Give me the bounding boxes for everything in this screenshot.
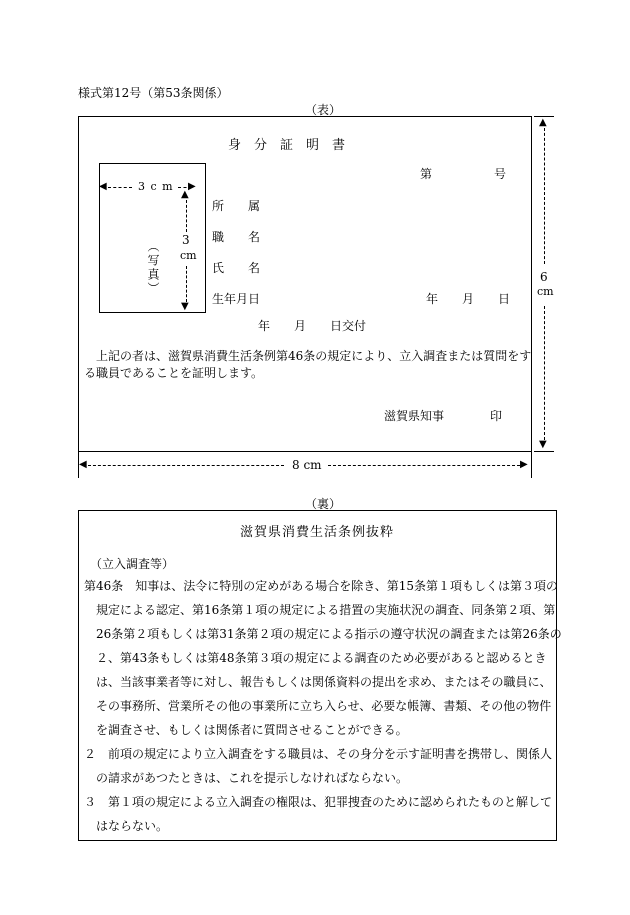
birth-day: 日: [498, 292, 511, 306]
width-dim-line-right: [328, 465, 520, 466]
issue-date: 年 月 日交付: [258, 319, 367, 333]
photo-height-unit: cm: [180, 249, 197, 262]
height-dim-line-bottom: [544, 306, 545, 440]
birth-year: 年: [426, 292, 439, 306]
front-side-label: （表）: [305, 103, 342, 117]
arrow-right-icon: ▶: [520, 459, 528, 470]
back-title: 滋賀県消費生活条例抜粋: [240, 525, 395, 540]
back-line: 26条第２項もしくは第31条第２項の規定による指示の遵守状況の調査または第26条の: [96, 627, 562, 641]
back-line: はならない。: [96, 819, 169, 833]
photo-height-line-top: [186, 200, 187, 232]
height-dim-unit: cm: [537, 285, 554, 298]
photo-label: （写真）: [146, 240, 160, 296]
height-dim-num: 6: [540, 270, 548, 284]
back-line: ２、第43条もしくは第48条第３項の規定による調査のため必要があると認めるとき: [96, 651, 547, 665]
number-prefix: 第: [420, 167, 433, 181]
arrow-up-icon: ▲: [181, 189, 189, 200]
back-line: 規定による認定、第16条第１項の規定による措置の実施状況の調査、同条第２項、第: [96, 603, 556, 617]
back-line: 第46条 知事は、法令に特別の定めがある場合を除き、第15条第１項もしくは第３項の: [84, 579, 559, 593]
back-heading: （立入調査等）: [90, 557, 175, 571]
field-position: 職 名: [212, 230, 261, 244]
back-side-label: （裏）: [305, 497, 342, 511]
arrow-right-icon: ▶: [188, 181, 196, 192]
arrow-up-icon: ▲: [539, 117, 547, 128]
statement-line-2: る職員であることを証明します。: [84, 366, 264, 380]
photo-width-line-left: [108, 187, 132, 188]
photo-width-label: 3 c m: [138, 180, 174, 193]
seal-mark: 印: [490, 409, 503, 423]
issuer: 滋賀県知事: [384, 409, 445, 423]
arrow-down-icon: ▼: [539, 439, 547, 450]
dim-tick-bottom: [534, 451, 554, 452]
front-title: 身 分 証 明 書: [228, 138, 346, 153]
width-dim-label: 8 cm: [292, 458, 322, 472]
back-line: は、当該事業者等に対し、報告もしくは関係資料の提出を求め、またはその職員に、: [96, 675, 552, 689]
field-affiliation: 所 属: [212, 199, 261, 213]
photo-height-num: 3: [182, 233, 190, 247]
dim-tick-right: [531, 452, 532, 478]
number-suffix: 号: [494, 167, 507, 181]
back-line: の請求があつたときは、これを提示しなければならない。: [96, 771, 409, 785]
width-dim-line-left: [88, 465, 284, 466]
statement-line-1: 上記の者は、滋賀県消費生活条例第46条の規定により、立入調査または質問をす: [96, 349, 532, 363]
back-line: ２ 前項の規定により立入調査をする職員は、その身分を示す証明書を携帯し、関係人: [84, 747, 553, 761]
photo-height-line-bottom: [186, 266, 187, 302]
form-label: 様式第12号（第53条関係）: [78, 86, 229, 100]
field-birthdate: 生年月日: [212, 292, 261, 306]
back-line: その事務所、営業所その他の事業所に立ち入らせ、必要な帳簿、書類、その他の物件: [96, 699, 552, 713]
arrow-down-icon: ▼: [181, 301, 189, 312]
birth-month: 月: [462, 292, 475, 306]
back-line: を調査させ、もしくは関係者に質問させることができる。: [96, 723, 408, 737]
arrow-left-icon: ◀: [79, 459, 87, 470]
height-dim-line-top: [544, 128, 545, 264]
field-name: 氏 名: [212, 261, 261, 275]
arrow-left-icon: ◀: [99, 181, 107, 192]
back-line: ３ 第１項の規定による立入調査の権限は、犯罪捜査のために認められたものと解して: [84, 795, 553, 809]
